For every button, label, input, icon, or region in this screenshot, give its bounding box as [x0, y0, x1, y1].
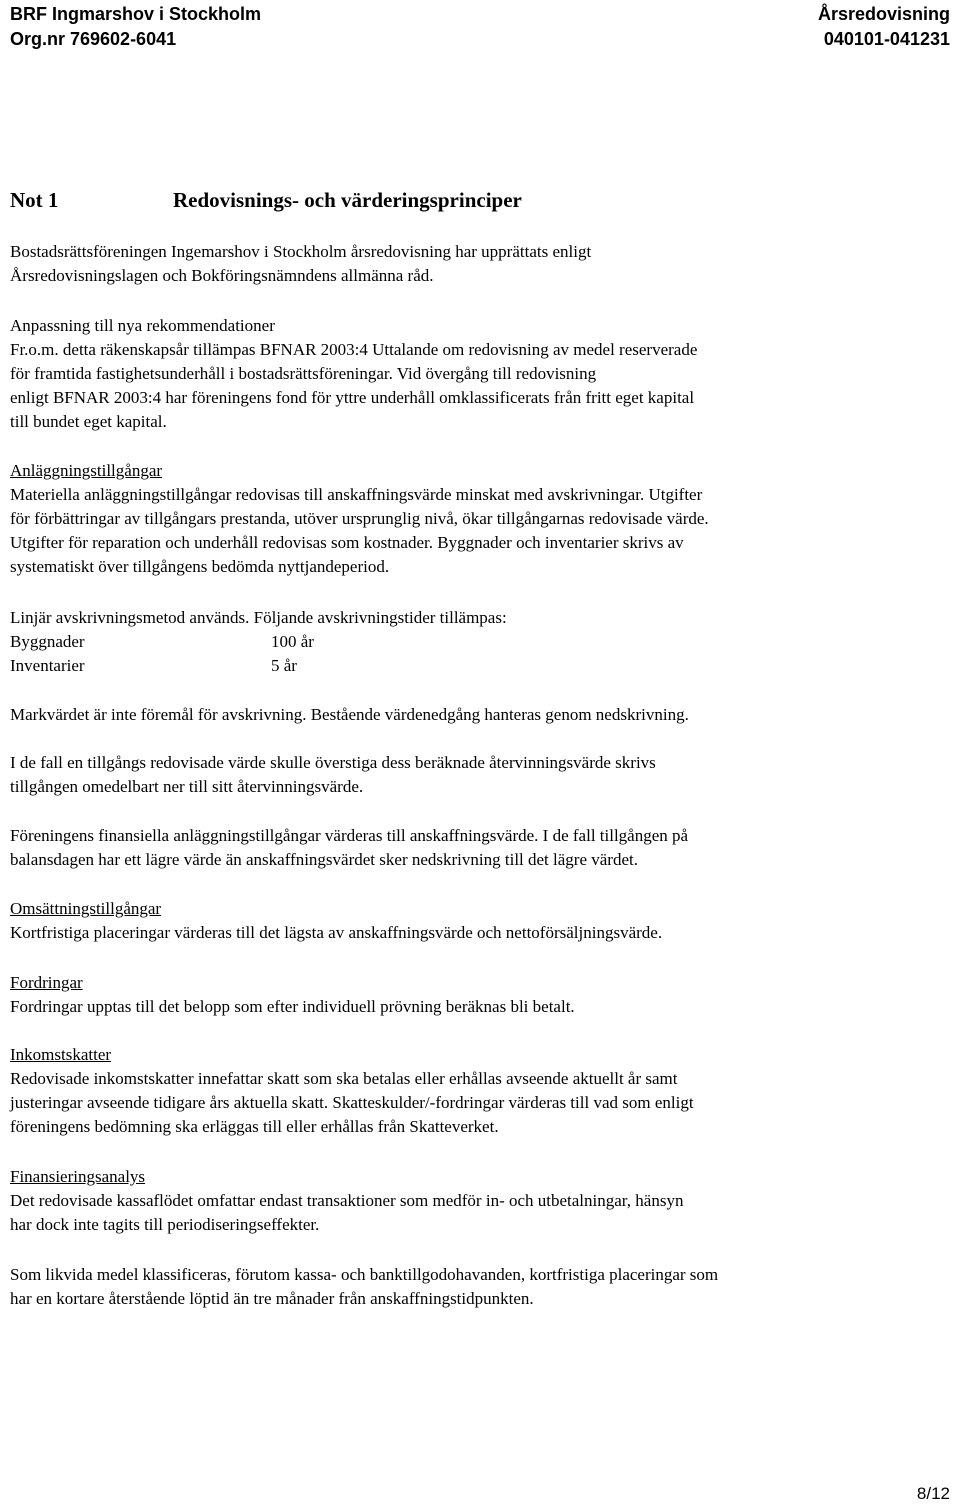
section-line: Materiella anläggningstillgångar redovisas till anskaffningsvärde minskat med avskrivningar. Utgifter: [10, 485, 703, 504]
depreciation-period: 5 år: [271, 656, 297, 675]
section-finansieringsanalys: [10, 1165, 683, 1237]
section-line: har dock inte tagits till periodiseringseffekter.: [10, 1215, 320, 1234]
section-line: föreningens bedömning ska erläggas till eller erhållas från Skatteverket.: [10, 1117, 499, 1136]
document-header-left: [10, 2, 261, 52]
asset-name: Byggnader: [10, 632, 85, 651]
section-line: justeringar avseende tidigare års aktuella skatt. Skatteskulder/-fordringar värderas till vad som enligt: [10, 1093, 694, 1112]
intro-line: Bostadsrättsföreningen Ingemarshov i Stockholm årsredovisning har upprättats enligt: [10, 242, 592, 261]
intro-line: Årsredovisningslagen och Bokföringsnämndens allmänna råd.: [10, 266, 434, 285]
section-heading: Finansieringsanalys: [10, 1167, 146, 1186]
section-line: systematiskt över tillgångens bedömda nyttjandeperiod.: [10, 557, 390, 576]
finansiella-paragraph: [10, 824, 688, 872]
organization-name: BRF Ingmarshov i Stockholm: [10, 4, 262, 24]
section-line: Det redovisade kassaflödet omfattar endast transaktioner som medför in- och utbetalningar, hänsyn: [10, 1191, 684, 1210]
fiscal-period: 040101-041231: [823, 29, 950, 49]
organization-number: Org.nr 769602-6041: [10, 29, 177, 49]
section-line: Redovisade inkomstskatter innefattar skatt som ska betalas eller erhållas avseende aktuellt år samt: [10, 1069, 678, 1088]
section-inkomstskatter: [10, 1043, 694, 1139]
section-line: för framtida fastighetsunderhåll i bostadsrättsföreningar. Vid övergång till redovisning: [10, 364, 597, 383]
document-type: Årsredovisning: [817, 4, 950, 24]
asset-name: Inventarier: [10, 656, 85, 675]
section-heading: Anläggningstillgångar: [10, 461, 163, 480]
section-heading: Omsättningstillgångar: [10, 899, 162, 918]
paragraph-line: I de fall en tillgångs redovisade värde skulle överstiga dess beräknade återvinningsvärde skrivs: [10, 753, 656, 772]
section-line: Fordringar upptas till det belopp som efter individuell prövning beräknas bli betalt.: [10, 997, 575, 1016]
markvarde-paragraph: Markvärdet är inte föremål för avskrivning. Bestående värdenedgång hanteras genom nedskrivning.: [10, 705, 689, 724]
note-title: Redovisnings- och värderingsprinciper: [173, 188, 522, 212]
depreciation-intro: Linjär avskrivningsmetod används. Följande avskrivningstider tillämpas:: [10, 608, 507, 627]
section-line: Fr.o.m. detta räkenskapsår tillämpas BFNAR 2003:4 Uttalande om redovisning av medel reserverade: [10, 340, 698, 359]
section-heading: Anpassning till nya rekommendationer: [10, 316, 275, 335]
note-number: Not 1: [10, 188, 59, 212]
paragraph-line: tillgången omedelbart ner till sitt återvinningsvärde.: [10, 777, 364, 796]
section-heading: Inkomstskatter: [10, 1045, 112, 1064]
depreciation-row: [10, 654, 297, 678]
paragraph-line: Som likvida medel klassificeras, förutom kassa- och banktillgodohavanden, kortfristiga placeringar som: [10, 1265, 719, 1284]
section-omsattningstillgangar: [10, 897, 662, 945]
depreciation-period: 100 år: [271, 632, 314, 651]
section-heading: Fordringar: [10, 973, 83, 992]
section-line: Kortfristiga placeringar värderas till det lägsta av anskaffningsvärde och nettoförsäljningsvärde.: [10, 923, 663, 942]
document-header-right: [818, 2, 950, 52]
paragraph-line: har en kortare återstående löptid än tre månader från anskaffningstidpunkten.: [10, 1289, 534, 1308]
section-line: för förbättringar av tillgångars prestanda, utöver ursprunglig nivå, ökar tillgångarnas redovisade värde.: [10, 509, 709, 528]
atervinning-paragraph: [10, 751, 656, 799]
paragraph-line: Föreningens finansiella anläggningstillgångar värderas till anskaffningsvärde. I de fall tillgången på: [10, 826, 689, 845]
paragraph-line: balansdagen har ett lägre värde än anskaffningsvärdet sker nedskrivning till det lägre värdet.: [10, 850, 638, 869]
section-line: Utgifter för reparation och underhåll redovisas som kostnader. Byggnader och inventarier skrivs av: [10, 533, 684, 552]
intro-paragraph: [10, 240, 591, 288]
depreciation-row: [10, 630, 314, 654]
section-anlaggningstillgangar: [10, 459, 709, 579]
section-line: enligt BFNAR 2003:4 har föreningens fond för yttre underhåll omklassificerats från fritt eget kapital: [10, 388, 695, 407]
page-number: 8/12: [916, 1484, 950, 1503]
likvida-medel-paragraph: [10, 1263, 718, 1311]
section-fordringar: [10, 971, 575, 1019]
section-anpassning: [10, 314, 697, 434]
section-line: till bundet eget kapital.: [10, 412, 167, 431]
